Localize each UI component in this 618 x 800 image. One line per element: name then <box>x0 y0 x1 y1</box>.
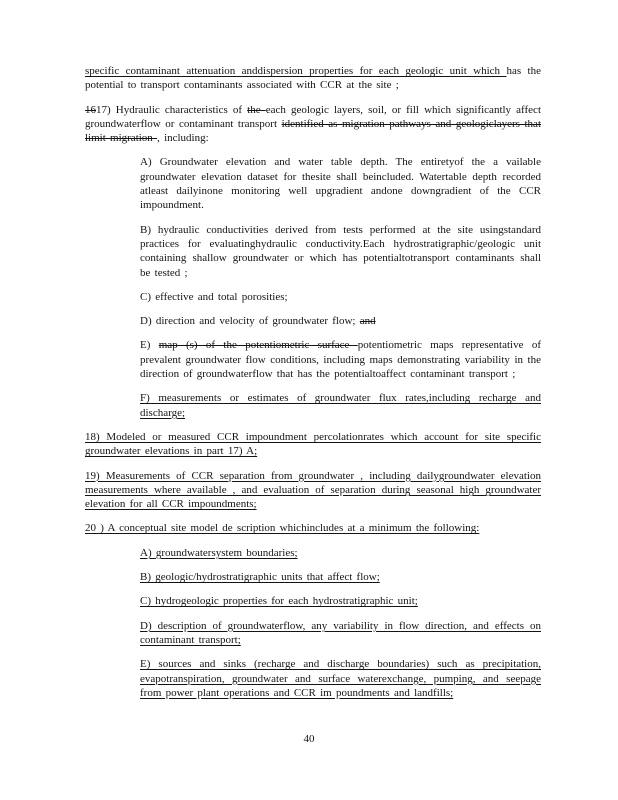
paragraph-item-17-b <box>140 223 541 280</box>
text-run-underline: 18) Modeled or measured CCR impoundment percolationrates which account for site specific groundwater elevations in part 17) A; <box>85 430 541 458</box>
text-run-underline: B) geologic/hydrostratigraphic units that affect flow; <box>140 571 380 584</box>
text-run-underline: 19) Measurements of CCR separation from groundwater , including dailygroundwater elevation measurements where available , and evaluation of separation during seasonal high groundwater elevation for all CCR impoundments; <box>85 469 541 511</box>
text-run-underline: A) groundwatersystem boundaries; <box>140 546 298 559</box>
text-run-underline: E) sources and sinks (recharge and discharge boundaries) such as precipitation, evapotranspiration, groundwater and surface waterexchange, pumping, and seepage from power plant operations and CCR im poundments and landfills; <box>140 658 541 699</box>
paragraph-item-18 <box>85 430 541 459</box>
paragraph-item-17-a <box>140 155 541 212</box>
paragraph-item-17-c <box>140 290 541 304</box>
text-run-strikethrough: map (s) of the potentiometric surface <box>158 339 358 352</box>
text-run-normal: A) Groundwater elevation and water table depth. The entiretyof the a vailable groundwater elevation dataset for thesite shall beincluded. Watertable depth recorded atleast dailyinone monitoring well upgradient andone downgradient of the CCR impoundment. <box>140 156 541 212</box>
text-run-strikethrough: identified as migration pathways and geologiclayers that limit migration <box>85 117 541 145</box>
text-run-normal: E) <box>140 339 159 352</box>
paragraph-item-20-b <box>140 570 541 584</box>
paragraph-item-20-d <box>140 619 541 648</box>
document-body <box>85 64 541 710</box>
text-run-normal: potentiometric maps representative of prevalent groundwater flow conditions, including maps demonstrating variability in the direction of groundwaterflow that has the potentialtoaffect contaminant transport ; <box>140 339 541 381</box>
paragraph-item-16-continuation <box>85 64 541 93</box>
paragraph-item-20 <box>85 521 541 535</box>
text-run-normal: C) effective and total porosities; <box>140 290 288 303</box>
text-run-underline: 20 ) A conceptual site model de scription whichincludes at a minimum the following: <box>85 522 480 535</box>
paragraph-item-17 <box>85 103 541 146</box>
text-run-underline: F) measurements or estimates of groundwater flux rates,including recharge and discharge; <box>140 392 541 419</box>
text-run-strikethrough: 16 <box>85 103 96 116</box>
text-run-underline: specific contaminant attenuation anddispersion properties for each geologic unit which <box>85 65 507 77</box>
paragraph-item-17-d <box>140 314 541 328</box>
text-run-normal: , including: <box>157 132 209 145</box>
text-run-normal: 17) Hydraulic characteristics of <box>96 103 248 116</box>
paragraph-item-19 <box>85 469 541 512</box>
text-run-underline: D) description of groundwaterflow, any variability in flow direction, and effects on contaminant transport; <box>140 619 541 646</box>
text-run-strikethrough: and <box>359 315 376 328</box>
paragraph-item-20-a <box>140 546 541 560</box>
text-run-normal: D) direction and velocity of groundwater flow; <box>140 315 360 328</box>
page-number: 40 <box>303 733 315 745</box>
paragraph-item-17-e <box>140 338 541 381</box>
paragraph-item-20-e <box>140 657 541 700</box>
paragraph-item-17-f <box>140 391 541 420</box>
text-run-underline: C) hydrogeologic properties for each hydrostratigraphic unit; <box>140 595 418 608</box>
text-run-normal: B) hydraulic conductivities derived from tests performed at the site usingstandard practices for evaluatinghydraulic conductivity.Each hydrostratigraphic/geologic unit containing shallow groundwater or which has potentialtotransport contaminants shall be tested ; <box>140 223 541 279</box>
text-run-normal: each geologic layers, soil, or fill which significantly affect groundwaterflow or contaminant transport <box>85 103 541 130</box>
text-run-strikethrough: the <box>247 103 266 116</box>
text-run-normal: has the potential to transport contaminants associated with CCR at the site ; <box>85 65 541 92</box>
paragraph-item-20-c <box>140 594 541 608</box>
